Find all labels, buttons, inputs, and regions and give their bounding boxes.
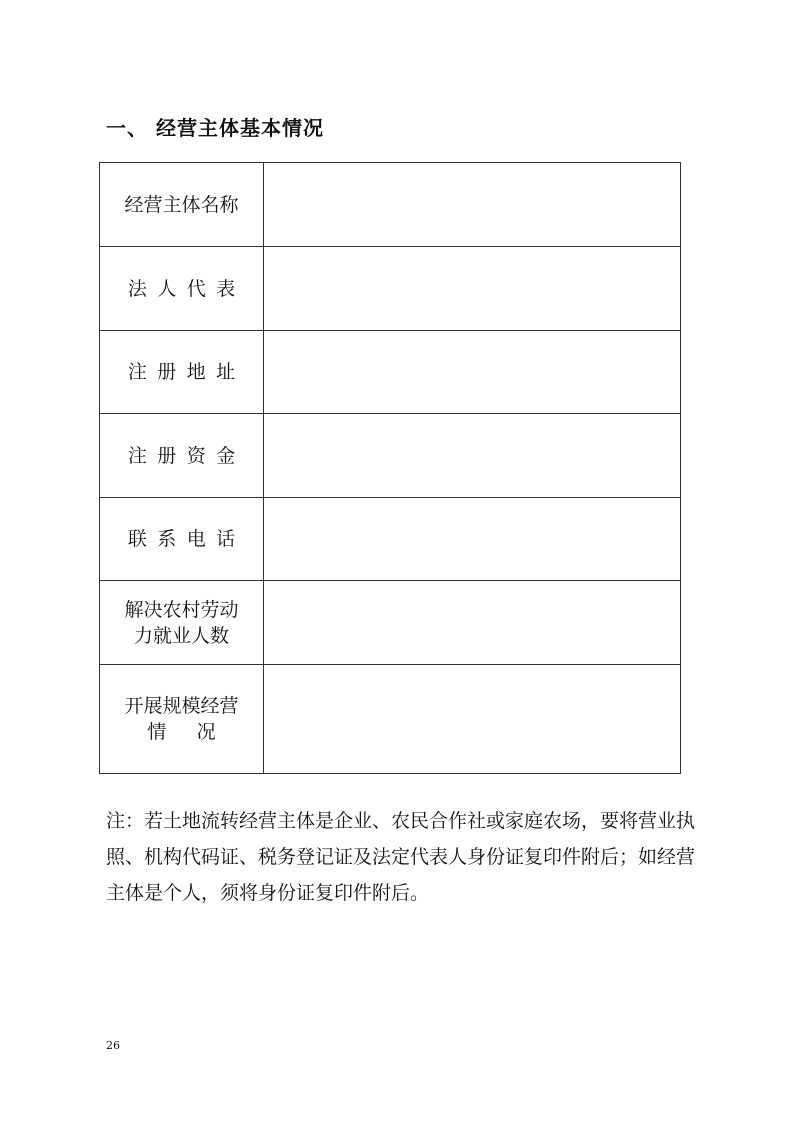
value-legal-representative[interactable]	[264, 247, 681, 331]
value-contact-phone[interactable]	[264, 498, 681, 581]
table-row-scale-operation	[100, 665, 681, 774]
label-text: 注册资金	[127, 444, 246, 467]
label-contact-phone	[100, 498, 264, 581]
label-legal-representative	[100, 247, 264, 331]
value-scale-operation[interactable]	[264, 665, 681, 774]
value-registered-address[interactable]	[264, 331, 681, 414]
table-row-registered-address	[100, 331, 681, 414]
table-row-registered-capital	[100, 414, 681, 498]
label-text-line-1: 开展规模经营	[124, 695, 239, 717]
label-text: 注册地址	[127, 361, 246, 383]
section-heading: 一、 经营主体基本情况	[106, 116, 324, 140]
value-registered-capital[interactable]	[264, 414, 681, 498]
label-text-line-1: 解决农村劳动	[124, 598, 239, 621]
label-registered-address	[100, 331, 264, 414]
table-row-legal-representative	[100, 247, 681, 331]
label-registered-capital	[100, 414, 264, 498]
label-text: 法人代表	[127, 277, 246, 300]
table-row-contact-phone	[100, 498, 681, 581]
label-scale-operation	[100, 665, 264, 774]
label-text-line-2: 情况	[147, 721, 247, 743]
page-number: 26	[106, 1039, 120, 1052]
value-entity-name[interactable]	[264, 163, 681, 247]
entity-info-table	[99, 162, 681, 774]
table-row-rural-employment	[100, 581, 681, 665]
label-rural-employment	[100, 581, 264, 665]
label-entity-name	[100, 163, 264, 247]
label-text-line-2: 力就业人数	[133, 624, 229, 647]
label-text: 经营主体名称	[124, 193, 239, 216]
label-text: 联系电话	[127, 528, 246, 550]
footnote: 注：若土地流转经营主体是企业、农民合作社或家庭农场，要将营业执照、机构代码证、税务登记证及法定代表人身份证复印件附后；如经营主体是个人，须将身份证复印件附后。	[106, 810, 696, 904]
value-rural-employment[interactable]	[264, 581, 681, 665]
table-row-entity-name	[100, 163, 681, 247]
